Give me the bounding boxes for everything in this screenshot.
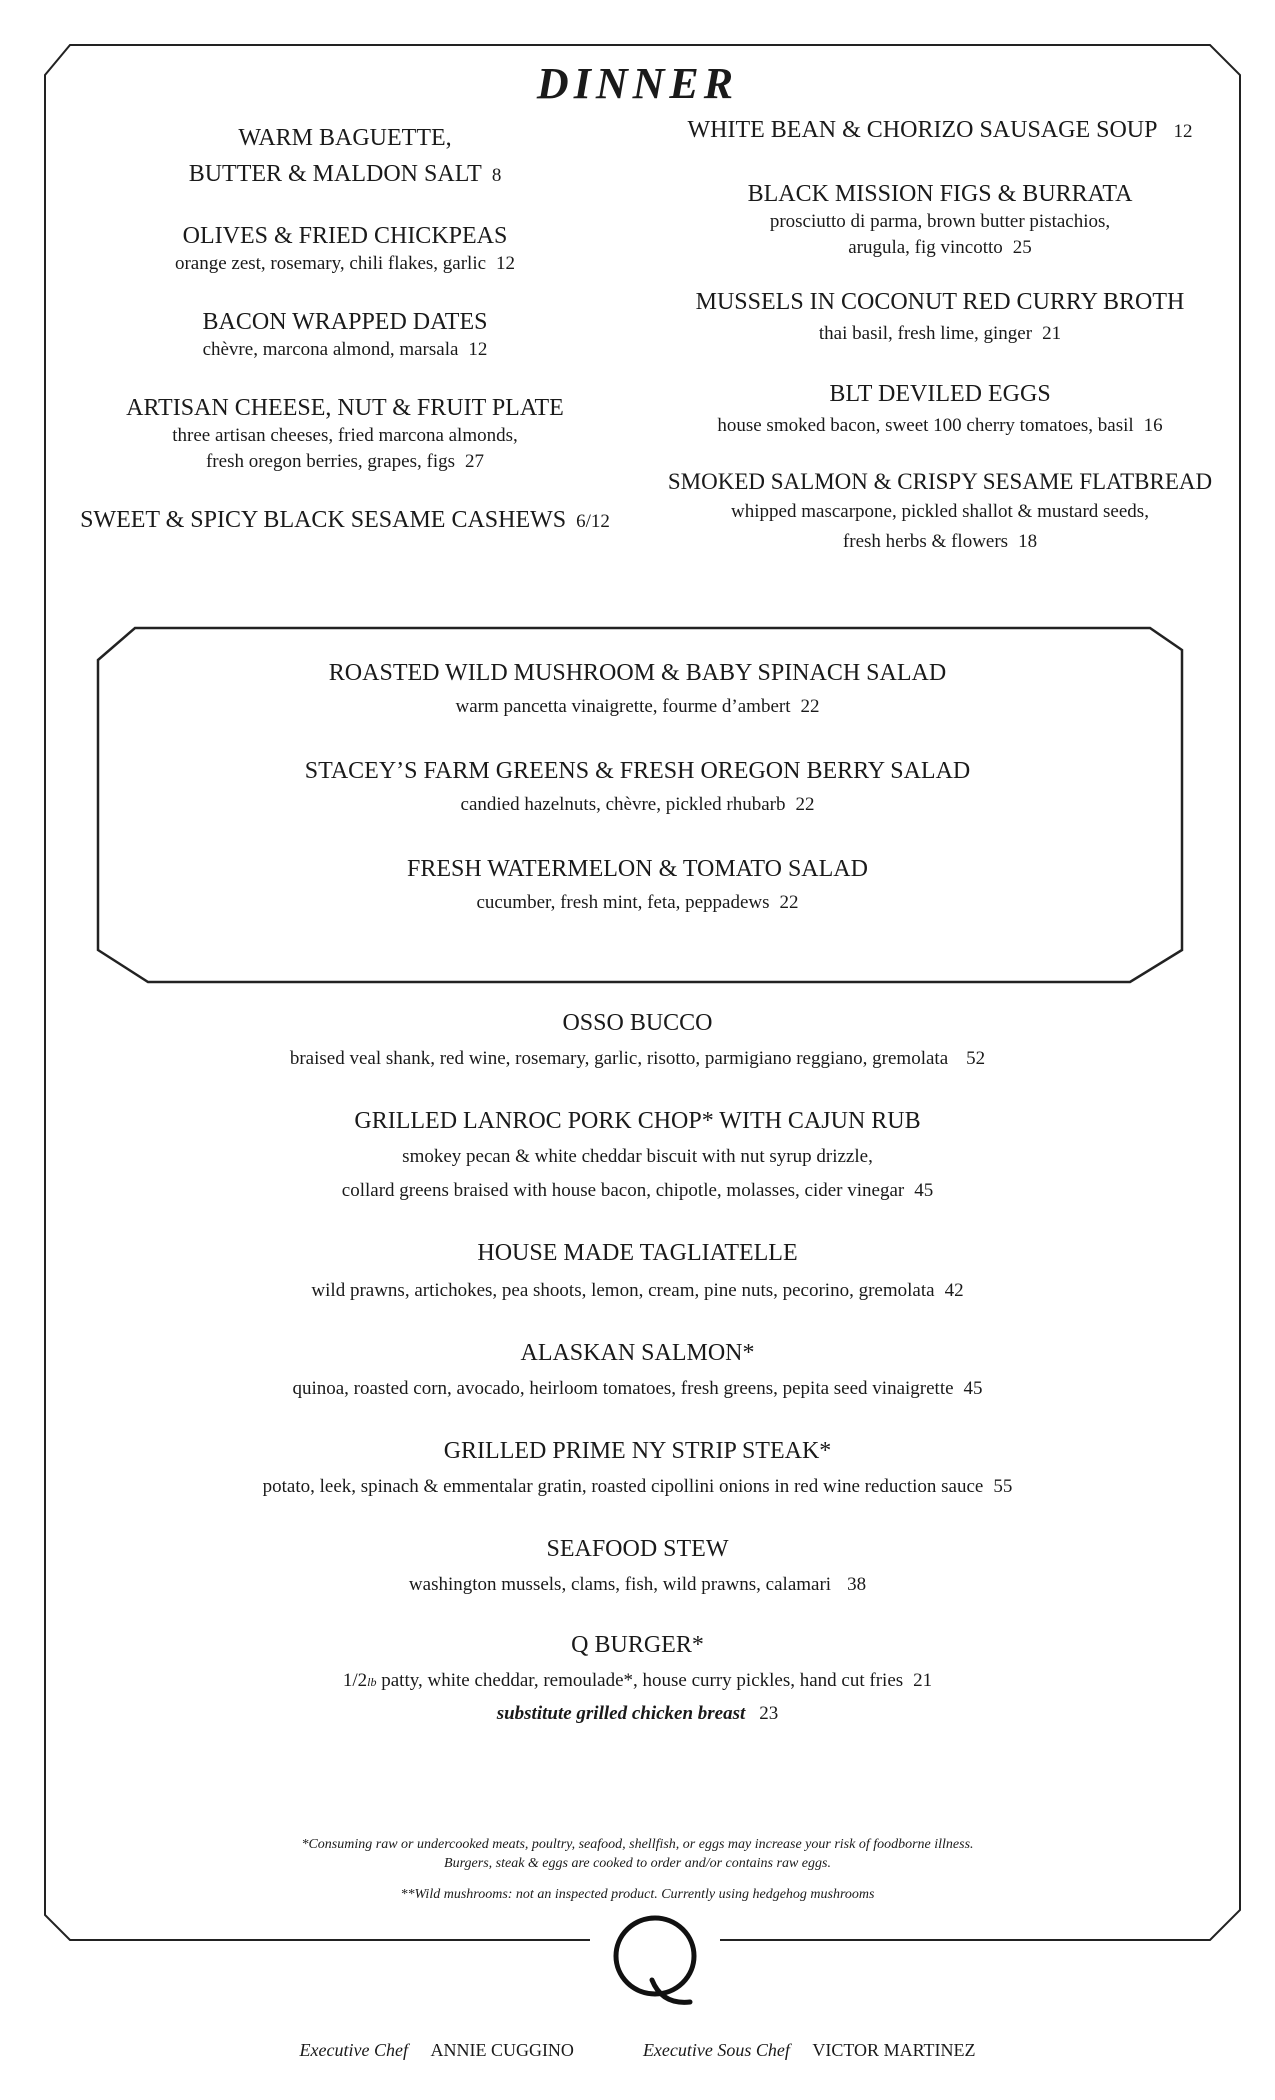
item-name: HOUSE MADE TAGLIATELLE	[477, 1240, 798, 1266]
food-safety-note: Burgers, steak & eggs are cooked to order and/or contains raw eggs.	[444, 1856, 831, 1871]
item-name: STACEY’S FARM GREENS & FRESH OREGON BERRY SALAD	[304, 758, 971, 784]
starters-left	[65, 123, 625, 537]
item-price: 45	[914, 1180, 934, 1201]
item-price: 55	[993, 1476, 1013, 1497]
item-price: 6/12	[576, 511, 610, 532]
menu-item	[100, 1534, 1175, 1598]
item-price: 16	[1143, 415, 1163, 436]
sous-chef-name: VICTOR MARTINEZ	[812, 2040, 976, 2060]
item-name: GRILLED LANROC PORK CHOP* WITH CAJUN RUB	[354, 1108, 921, 1134]
item-desc: three artisan cheeses, fried marcona almonds,	[172, 425, 518, 446]
item-price: 45	[963, 1378, 983, 1399]
item-name: ROASTED WILD MUSHROOM & BABY SPINACH SALAD	[328, 660, 947, 686]
menu-item	[655, 287, 1225, 347]
item-price: 22	[800, 696, 820, 717]
exec-chef-name: ANNIE CUGGINO	[430, 2040, 574, 2060]
item-desc: potato, leek, spinach & emmentalar gratin, roasted cipollini onions in red wine reduction sauce 55	[262, 1476, 1013, 1497]
item-desc: thai basil, fresh lime, ginger 21	[818, 323, 1062, 344]
item-desc: collard greens braised with house bacon, chipotle, molasses, cider vinegar 45	[341, 1180, 934, 1201]
item-desc: house smoked bacon, sweet 100 cherry tomatoes, basil 16	[717, 415, 1163, 436]
item-desc: quinoa, roasted corn, avocado, heirloom tomatoes, fresh greens, pepita seed vinaigrette 45	[292, 1378, 983, 1399]
item-price: 21	[913, 1670, 933, 1691]
item-name: GRILLED PRIME NY STRIP STEAK*	[443, 1438, 832, 1464]
menu-item	[100, 756, 1175, 818]
item-price: 27	[465, 451, 485, 472]
menu-item	[65, 221, 625, 277]
item-name: BLACK MISSION FIGS & BURRATA	[747, 181, 1133, 207]
starters-right	[655, 115, 1225, 555]
item-desc: chèvre, marcona almond, marsala 12	[202, 339, 488, 360]
item-name: MUSSELS IN COCONUT RED CURRY BROTH	[695, 289, 1185, 315]
item-desc: whipped mascarpone, pickled shallot & mustard seeds,	[731, 501, 1149, 522]
menu-item	[100, 658, 1175, 720]
item-name: FRESH WATERMELON & TOMATO SALAD	[407, 856, 868, 882]
item-name: SEAFOOD STEW	[546, 1536, 729, 1562]
item-desc: smokey pecan & white cheddar biscuit with nut syrup drizzle,	[402, 1146, 873, 1167]
item-desc: washington mussels, clams, fish, wild prawns, calamari 38	[408, 1574, 867, 1595]
sous-chef-role: Executive Sous Chef	[642, 2040, 790, 2060]
menu-item	[100, 854, 1175, 916]
item-desc: 1/2lb patty, white cheddar, remoulade*, house curry pickles, hand cut fries 21	[342, 1670, 933, 1691]
item-desc: prosciutto di parma, brown butter pistachios,	[769, 211, 1111, 232]
item-name: SMOKED SALMON & CRISPY SESAME FLATBREAD	[667, 469, 1213, 494]
menu-item	[100, 1106, 1175, 1204]
menu-item	[65, 393, 625, 475]
menu-item	[100, 1238, 1175, 1304]
menu-item	[655, 179, 1225, 261]
salads-section	[100, 658, 1175, 916]
item-price: 8	[491, 165, 502, 186]
item-name: OSSO BUCCO	[562, 1010, 713, 1036]
item-desc: braised veal shank, red wine, rosemary, garlic, risotto, parmigiano reggiano, gremolata 52	[289, 1048, 986, 1069]
item-price: 12	[496, 253, 516, 274]
item-desc: fresh oregon berries, grapes, figs 27	[205, 451, 485, 472]
item-price: 21	[1042, 323, 1062, 344]
item-name: SWEET & SPICY BLACK SESAME CASHEWS 6/12	[80, 507, 610, 533]
menu-item	[100, 1436, 1175, 1500]
exec-chef-role: Executive Chef	[299, 2040, 408, 2060]
item-price: 22	[795, 794, 815, 815]
menu-item	[100, 1008, 1175, 1072]
item-desc: fresh herbs & flowers 18	[842, 531, 1038, 552]
item-price: 23	[759, 1703, 779, 1724]
item-name: ALASKAN SALMON*	[520, 1340, 755, 1366]
item-price: 25	[1012, 237, 1032, 258]
item-price: 12	[468, 339, 488, 360]
q-logo-icon	[590, 1910, 720, 2010]
item-name: BACON WRAPPED DATES	[202, 309, 488, 335]
item-name: Q BURGER*	[571, 1632, 704, 1658]
item-substitute: substitute grilled chicken breast 23	[496, 1703, 779, 1724]
chef-credits	[0, 2040, 1275, 2061]
menu-item	[100, 1338, 1175, 1402]
menu-item	[655, 467, 1225, 555]
item-desc: arugula, fig vincotto 25	[848, 237, 1032, 258]
item-desc: cucumber, fresh mint, feta, peppadews 22	[476, 892, 799, 913]
mains-section	[100, 1008, 1175, 1727]
mushroom-note: **Wild mushrooms: not an inspected product. Currently using hedgehog mushrooms	[400, 1887, 875, 1902]
menu-item	[100, 1630, 1175, 1727]
item-name: ARTISAN CHEESE, NUT & FRUIT PLATE	[126, 395, 564, 421]
item-desc: warm pancetta vinaigrette, fourme d’ambert 22	[455, 696, 820, 717]
item-price: 38	[847, 1574, 867, 1595]
food-safety-note: *Consuming raw or undercooked meats, poultry, seafood, shellfish, or eggs may increase your risk of foodborne illness.	[301, 1837, 974, 1852]
q-logo	[590, 1910, 720, 2010]
item-name: OLIVES & FRIED CHICKPEAS	[182, 223, 508, 249]
item-price: 42	[944, 1280, 964, 1301]
menu-item	[655, 379, 1225, 439]
item-name: WARM BAGUETTE,	[238, 125, 452, 151]
item-price: 52	[966, 1048, 986, 1069]
item-name: BLT DEVILED EGGS	[829, 381, 1051, 407]
menu-item	[65, 123, 625, 191]
menu-item	[65, 505, 625, 537]
item-desc: candied hazelnuts, chèvre, pickled rhubarb 22	[460, 794, 815, 815]
item-price: 12	[1173, 121, 1193, 142]
item-desc: wild prawns, artichokes, pea shoots, lemon, cream, pine nuts, pecorino, gremolata 42	[311, 1280, 964, 1301]
menu-item	[65, 307, 625, 363]
item-name: BUTTER & MALDON SALT 8	[188, 161, 502, 187]
menu-item	[655, 115, 1225, 147]
item-name: WHITE BEAN & CHORIZO SAUSAGE SOUP 12	[687, 117, 1193, 143]
item-desc: orange zest, rosemary, chili flakes, garlic 12	[174, 253, 516, 274]
item-price: 22	[779, 892, 799, 913]
menu-title: DINNER	[536, 59, 739, 108]
item-price: 18	[1018, 531, 1038, 552]
